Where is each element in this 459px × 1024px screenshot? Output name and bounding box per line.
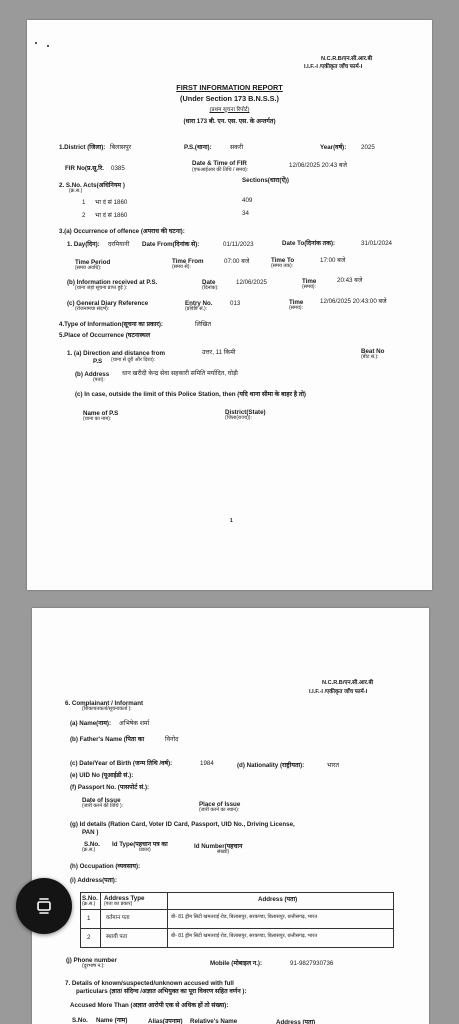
direction-hindi: (थाना से दूरी और दिशा): (111, 357, 156, 363)
acc-sno-header: S.No. (72, 1017, 88, 1024)
act-row-act: भा दं सं 1860 (95, 199, 128, 206)
address-label: (b) Address (75, 371, 110, 378)
act-row-section: 409 (242, 197, 253, 204)
table-divider (80, 928, 394, 929)
occurrence-header: 3.(a) Occurrence of offence (अपराध की घटना): (59, 228, 185, 235)
dob-value: 1984 (200, 760, 214, 767)
info-time-hindi: (समय): (302, 284, 316, 290)
addr-row-no: 2 (87, 934, 91, 941)
accused-header-2: particulars (ज्ञात/ संदिग्ध /अज्ञात अभियुक्त का पूरा विवरण सहित वर्णन ): (76, 988, 247, 995)
addr-header: Address (पता) (258, 896, 298, 903)
accused-more-label: Accused More Than (अज्ञात आरोपी एक से अधिक हों तो संख्या): (70, 1002, 229, 1009)
addr-row-type: वर्तमान पता (106, 915, 130, 921)
info-type-label: 4.Type of Information(सूचना का प्रकार): (59, 321, 163, 328)
addr-sno-header: S.No. (82, 895, 98, 902)
district-value: बिलासपुर (110, 144, 132, 151)
direction-value: उत्तर, 11 किमी (202, 349, 236, 356)
addr-row-address: बी- 81 ड्रीम सिटी खमतराई रोड, बिलासपुर, सरकण्डा, बिलासपुर, छत्तीसगढ़, भारत (171, 914, 318, 920)
gd-label: (c) General Diary Reference (67, 300, 149, 307)
issue-place-hindi: (जारी करने का स्थान): (199, 807, 240, 813)
time-from-value: 07:00 बजे (224, 258, 250, 265)
fir-no-label: FIR No(प्र.सू.रि. (65, 165, 104, 172)
ncrb-label: N.C.R.B/एन.सी.आर.बी (322, 680, 374, 686)
ps-label: P.S.(थाना): (184, 144, 212, 151)
time-from-label: Time From (172, 258, 204, 265)
direction-ps: P.S (93, 358, 103, 365)
day-label: 1. Day(दिन): (67, 241, 100, 248)
issue-date-hindi: (जारी करने की तिथि ): (82, 803, 124, 809)
mobile-label: Mobile (मोबाइल न.): (210, 960, 263, 967)
issue-place-label: Place of Issue (199, 801, 241, 808)
name-label: (a) Name(नाम): (70, 720, 112, 727)
id-number-header: Id Number(पहचान (194, 843, 243, 850)
floating-record-button[interactable] (16, 878, 72, 934)
fir-datetime-label-hindi: (एफआईआर की तिथि / समय): (192, 167, 249, 173)
ncrb-label: N.C.R.B/एन.सी.आर.बी (321, 56, 373, 62)
district-state-label: District(State) (225, 409, 266, 416)
speck (35, 42, 37, 44)
date-to-value: 31/01/2024 (361, 240, 392, 247)
id-sno-header: S.No. (84, 841, 100, 848)
gd-hindi: (रोजनामचा संदर्भ): (75, 306, 110, 312)
father-name-value: विनोद (165, 736, 179, 743)
table-divider (80, 909, 394, 910)
outside-limit-label: (c) In case, outside the limit of this Police Station, then (यदि थाना सीमा के बाहर है तो) (75, 391, 306, 398)
time-period-hindi: (समय अवधि): (75, 265, 102, 271)
info-time-label: Time (302, 278, 317, 285)
acc-name-header: Name (नाम) (96, 1017, 128, 1024)
addr-type-hindi: (पता का प्रकार) (104, 901, 133, 907)
gd-time-label: Time (289, 299, 304, 306)
act-row-act: भा दं सं 1860 (95, 212, 128, 219)
time-to-hindi: (समय तक): (271, 263, 294, 269)
date-from-label: Date From(दिनांक से): (142, 241, 200, 248)
screen-record-icon (33, 895, 55, 917)
fir-datetime-label: Date & Time of FIR (192, 160, 247, 167)
speck (47, 45, 49, 47)
issue-date-label: Date of Issue (82, 797, 121, 804)
act-row-no: 1 (82, 199, 86, 206)
fir-no-value: 0385 (111, 165, 125, 172)
table-divider (100, 892, 101, 948)
name-of-ps-label: Name of P.S (83, 410, 119, 417)
acts-header: 2. S.No. Acts(अधिनियम ) (59, 182, 125, 189)
id-details-label-2: PAN ) (82, 829, 99, 836)
sections-header: Sections(धारा(ऐं)) (242, 177, 289, 184)
entry-no-value: 013 (230, 300, 241, 307)
addr-sno-hindi: (क्र.स.) (82, 901, 96, 907)
info-date-hindi: (दिनांक): (202, 285, 219, 291)
id-number-hindi: संख्या) (217, 849, 230, 855)
time-period-label: Time Period (75, 259, 111, 266)
fir-page-2 (32, 608, 429, 1024)
year-value: 2025 (361, 144, 375, 151)
acc-address-header: Address (पता) (276, 1019, 316, 1024)
direction-label: 1. (a) Direction and distance from (67, 350, 165, 357)
fir-page-1 (27, 20, 432, 590)
gd-time-value: 12/06/2025 20:43:00 बजे (320, 298, 387, 305)
district-state-hindi: (जिला(राज्य)): (225, 415, 252, 421)
address-value: धान खरीदी केन्द्र सेवा सहकारी समिति मर्यादित, घोड़ी (122, 370, 238, 377)
uid-label: (e) UID No (यूआईडी सं.): (70, 772, 134, 779)
date-from-value: 01/11/2023 (223, 241, 254, 248)
phone-label: (j) Phone number (66, 957, 117, 964)
entry-no-hindi: (प्रविष्टि सं.): (185, 306, 208, 312)
report-section-hindi: (धारा 173 बी. एन. एस. एस. के अन्तर्गत) (183, 118, 276, 125)
name-of-ps-hindi: (थाना का नाम): (83, 416, 112, 422)
addr-row-no: 1 (87, 915, 91, 922)
page-number: 1 (230, 518, 233, 524)
day-value: दरमियानी (108, 241, 130, 248)
report-title-hindi: (प्रथम सूचना रिपोर्ट) (209, 107, 250, 113)
address-hindi: (पता): (93, 377, 105, 383)
complainant-hindi: (शिकायतकर्ता/सूचनाकर्ता ): (82, 706, 132, 712)
id-type-hindi: प्रकार) (139, 847, 151, 853)
nationality-label: (d) Nationality (राष्ट्रीयता): (237, 762, 305, 769)
occupation-label: (h) Occupation (व्यवसाय): (70, 863, 141, 870)
id-sno-hindi: (क्र.स.) (82, 847, 96, 853)
gd-time-hindi: (समय): (289, 305, 303, 311)
time-to-label: Time To (271, 257, 295, 264)
entry-no-label: Entry No. (185, 300, 213, 307)
acts-sno-hindi: (क्र.स.) (69, 188, 83, 194)
complainant-header: 6. Complainant / Informant (65, 700, 144, 707)
info-time-value: 20:43 बजे (337, 277, 363, 284)
year-label: Year(वर्ष): (320, 144, 347, 151)
father-name-label: (b) Father's Name (पिता का (70, 736, 145, 743)
info-date-label: Date (202, 279, 216, 286)
nationality-value: भारत (327, 762, 340, 769)
name-value: अभिषेक शर्मा (119, 720, 150, 727)
passport-label: (f) Passport No. (पासपोर्ट सं.): (70, 784, 150, 791)
act-row-section: 34 (242, 210, 249, 217)
acc-alias-header: Alias(उपनाम) (148, 1018, 183, 1024)
dob-label: (c) Date/Year of Birth (जन्म तिथि /वर्ष): (70, 760, 173, 767)
date-to-label: Date To(दिनांक तक): (282, 240, 336, 247)
addr-row-address: बी- 81 ड्रीम सिटी खमतराई रोड, बिलासपुर, सरकण्डा, बिलासपुर, छत्तीसगढ़, भारत (171, 933, 318, 939)
addr-row-type: स्थायी पता (106, 934, 128, 940)
id-type-header: Id Type(पहचान पत्र का (112, 841, 168, 848)
addr-type-header: Address Type (104, 895, 145, 902)
act-row-no: 2 (82, 212, 86, 219)
beat-no-label: Beat No (361, 348, 385, 355)
report-section: (Under Section 173 B.N.S.S.) (180, 94, 279, 103)
info-date-value: 12/06/2025 (236, 279, 267, 286)
id-details-label: (g) Id details (Ration Card, Voter ID Card, Passport, UID No., Driving License, (70, 821, 295, 828)
time-from-hindi: (समय से): (172, 264, 191, 270)
iif-label: I.I.F.-I /एकीकृत जाँच फार्म-I (309, 689, 368, 695)
acc-relative-header: Relative's Name (190, 1018, 238, 1024)
address-label: (i) Address(पता): (70, 877, 117, 884)
iif-label: I.I.F.-I /एकीकृत जाँच फार्म-I (304, 64, 363, 70)
table-divider (167, 892, 168, 948)
mobile-value: 91-9827930736 (290, 960, 334, 967)
phone-hindi: (दूरभाष न.): (82, 963, 105, 969)
beat-no-hindi: (बीट सं.): (361, 354, 379, 360)
accused-header: 7. Details of known/suspected/unknown accused with full (65, 980, 234, 987)
report-title: FIRST INFORMATION REPORT (176, 83, 283, 92)
ps-value: सकरी (230, 144, 244, 151)
time-to-value: 17:00 बजे (320, 257, 346, 264)
info-received-hindi: (थाना जहां सूचना प्राप्त हुई ): (75, 285, 128, 291)
fir-datetime-value: 12/06/2025 20:43 बजे (289, 162, 348, 169)
info-received-label: (b) Information received at P.S. (67, 279, 158, 286)
info-type-value: लिखित (195, 321, 211, 328)
place-header: 5.Place of Occurrence (घटनास्थल (59, 332, 151, 339)
district-label: 1.District (जिला): (59, 144, 106, 151)
